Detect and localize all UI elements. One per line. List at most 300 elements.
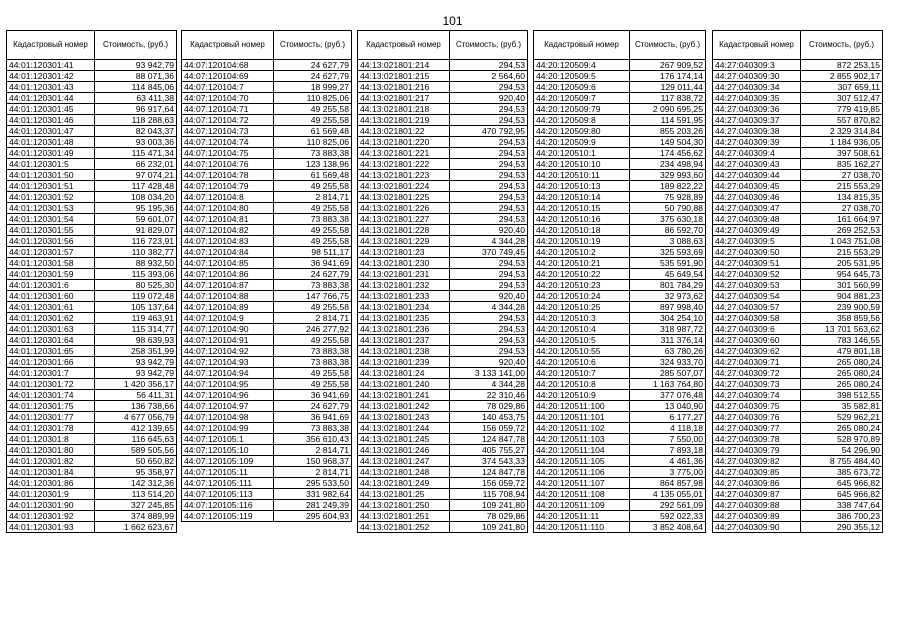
cadastral-number-cell: 44:27:040309:87 — [713, 489, 801, 500]
cost-cell: 835 162,27 — [801, 159, 883, 170]
cost-cell: 86 592,70 — [630, 225, 706, 236]
cost-cell: 294,53 — [450, 214, 528, 225]
table-row — [7, 302, 177, 313]
table-row — [534, 412, 706, 423]
cadastral-number-cell: 44:27:040309:52 — [713, 269, 801, 280]
table-row — [182, 115, 352, 126]
cadastral-number-cell: 44:07:120104:92 — [182, 346, 274, 357]
table-row — [182, 258, 352, 269]
cost-cell: 2 814,71 — [274, 467, 352, 478]
cost-cell: 645 966,82 — [801, 489, 883, 500]
table-row — [358, 511, 528, 522]
table-row — [182, 225, 352, 236]
table-row — [534, 82, 706, 93]
cost-cell: 295 604,93 — [274, 511, 352, 522]
table-row — [7, 60, 177, 71]
table-row — [7, 126, 177, 137]
table-row — [182, 467, 352, 478]
cadastral-number-cell: 44:27:040309:35 — [713, 93, 801, 104]
table-row — [358, 60, 528, 71]
cadastral-number-cell: 44:07:120104:83 — [182, 236, 274, 247]
table-row — [182, 456, 352, 467]
cadastral-number-cell: 44:07:120104:78 — [182, 170, 274, 181]
table-row — [7, 346, 177, 357]
table-row — [534, 511, 706, 522]
table-row — [182, 423, 352, 434]
cadastral-number-cell: 44:01:120301:59 — [7, 269, 95, 280]
cadastral-number-cell: 44:20:120510:7 — [534, 368, 630, 379]
table-row — [7, 379, 177, 390]
table-row — [713, 258, 883, 269]
table-row — [7, 93, 177, 104]
cost-cell: 301 560,99 — [801, 280, 883, 291]
table-row — [713, 401, 883, 412]
table-row — [358, 445, 528, 456]
table-row — [358, 489, 528, 500]
table-row — [713, 357, 883, 368]
cost-cell: 136 738,66 — [95, 401, 177, 412]
cost-cell: 49 255,58 — [274, 236, 352, 247]
cost-cell: 234 498,94 — [630, 159, 706, 170]
cost-cell: 920,40 — [450, 291, 528, 302]
cadastral-number-cell: 44:20:120511:103 — [534, 434, 630, 445]
cost-cell: 4 344,28 — [450, 236, 528, 247]
cadastral-number-cell: 44:13:021801:223 — [358, 170, 450, 181]
table-row — [182, 71, 352, 82]
cadastral-number-cell: 44:07:120104:74 — [182, 137, 274, 148]
table-row — [7, 225, 177, 236]
cost-cell: 49 255,58 — [274, 104, 352, 115]
table-row — [7, 489, 177, 500]
table-row — [534, 269, 706, 280]
cadastral-number-cell: 44:27:040309:82 — [713, 456, 801, 467]
table-row — [713, 335, 883, 346]
cadastral-number-cell: 44:01:120301:74 — [7, 390, 95, 401]
table-row — [713, 71, 883, 82]
cost-cell: 294,53 — [450, 159, 528, 170]
cost-cell: 374 889,99 — [95, 511, 177, 522]
cadastral-number-cell: 44:20:120511:106 — [534, 467, 630, 478]
table-row — [7, 401, 177, 412]
table-row — [713, 159, 883, 170]
table-row — [182, 280, 352, 291]
cost-cell: 292 561,09 — [630, 500, 706, 511]
cadastral-number-cell: 44:13:021801:252 — [358, 522, 450, 533]
table-row — [182, 269, 352, 280]
cost-cell: 331 982,64 — [274, 489, 352, 500]
table-row — [358, 203, 528, 214]
cost-cell: 161 664,97 — [801, 214, 883, 225]
cadastral-number-cell: 44:20:120511:109 — [534, 500, 630, 511]
cadastral-number-cell: 44:07:120104:86 — [182, 269, 274, 280]
cost-cell: 113 514,20 — [95, 489, 177, 500]
table-row — [182, 445, 352, 456]
cost-cell: 49 255,58 — [274, 368, 352, 379]
cadastral-number-cell: 44:20:120511:104 — [534, 445, 630, 456]
cadastral-number-cell: 44:01:120301:60 — [7, 291, 95, 302]
cost-cell: 63 411,38 — [95, 93, 177, 104]
table-row — [358, 401, 528, 412]
cadastral-number-cell: 44:13:021801:230 — [358, 258, 450, 269]
cadastral-number-cell: 44:07:120104:90 — [182, 324, 274, 335]
table-row — [713, 467, 883, 478]
table-row — [358, 137, 528, 148]
cost-cell: 535 591,90 — [630, 258, 706, 269]
cadastral-number-cell: 44:20:120509:6 — [534, 82, 630, 93]
cost-cell: 88 932,50 — [95, 258, 177, 269]
cadastral-number-cell: 44:13:021801:245 — [358, 434, 450, 445]
cadastral-number-cell: 44:27:040309:88 — [713, 500, 801, 511]
table-row — [713, 390, 883, 401]
cadastral-number-cell: 44:20:120509:5 — [534, 71, 630, 82]
cadastral-number-cell: 44:01:120301:9 — [7, 489, 95, 500]
cadastral-number-cell: 44:13:021801:226 — [358, 203, 450, 214]
table-row — [182, 489, 352, 500]
header-cost: Стоимость, (руб.) — [95, 31, 177, 60]
cadastral-number-cell: 44:27:040309:30 — [713, 71, 801, 82]
cadastral-number-cell: 44:07:120104:7 — [182, 82, 274, 93]
cadastral-number-cell: 44:20:120510:16 — [534, 214, 630, 225]
cost-cell: 93 942,79 — [95, 368, 177, 379]
cadastral-number-cell: 44:27:040309:54 — [713, 291, 801, 302]
table-row — [713, 346, 883, 357]
cost-cell: 36 941,69 — [274, 390, 352, 401]
cost-cell: 119 463,91 — [95, 313, 177, 324]
cadastral-number-cell: 44:27:040309:47 — [713, 203, 801, 214]
cadastral-number-cell: 44:07:120104:87 — [182, 280, 274, 291]
table-row — [713, 368, 883, 379]
table-row — [713, 93, 883, 104]
cost-cell: 920,40 — [450, 93, 528, 104]
cost-cell: 98 639,93 — [95, 335, 177, 346]
cost-cell: 149 504,30 — [630, 137, 706, 148]
table-row — [713, 60, 883, 71]
table-row — [358, 379, 528, 390]
table-row — [7, 423, 177, 434]
cadastral-number-cell: 44:13:021801:224 — [358, 181, 450, 192]
cadastral-number-cell: 44:20:120510:55 — [534, 346, 630, 357]
table-row — [358, 412, 528, 423]
table-row — [534, 302, 706, 313]
cadastral-number-cell: 44:13:021801:228 — [358, 225, 450, 236]
table-row — [358, 236, 528, 247]
cost-cell: 307 512,47 — [801, 93, 883, 104]
cadastral-number-cell: 44:27:040309:46 — [713, 192, 801, 203]
cost-cell: 24 627,79 — [274, 60, 352, 71]
cost-cell: 2 814,71 — [274, 192, 352, 203]
cost-cell: 294,53 — [450, 335, 528, 346]
cost-cell: 1 420 356,17 — [95, 379, 177, 390]
table-row — [7, 313, 177, 324]
table-row — [713, 489, 883, 500]
table-row — [182, 82, 352, 93]
table-row — [534, 148, 706, 159]
cost-cell: 50 650,82 — [95, 456, 177, 467]
cost-cell: 294,53 — [450, 324, 528, 335]
cost-cell: 73 883,38 — [274, 280, 352, 291]
table-row — [7, 434, 177, 445]
table-row — [534, 456, 706, 467]
table-row — [182, 313, 352, 324]
cost-cell: 897 998,40 — [630, 302, 706, 313]
table-row — [358, 82, 528, 93]
cadastral-number-cell: 44:07:120104:82 — [182, 225, 274, 236]
table-row — [534, 434, 706, 445]
table-row — [182, 357, 352, 368]
table-row — [713, 247, 883, 258]
cadastral-number-cell: 44:20:120510:14 — [534, 192, 630, 203]
cost-cell: 73 883,38 — [274, 357, 352, 368]
cadastral-number-cell: 44:07:120104:70 — [182, 93, 274, 104]
table-row — [7, 357, 177, 368]
cadastral-number-cell: 44:13:021801:247 — [358, 456, 450, 467]
table-row — [358, 170, 528, 181]
cost-cell: 27 038,70 — [801, 203, 883, 214]
cadastral-number-cell: 44:01:120301:92 — [7, 511, 95, 522]
table-row — [7, 390, 177, 401]
cost-cell: 529 962,21 — [801, 412, 883, 423]
cadastral-number-cell: 44:07:120104:9 — [182, 313, 274, 324]
page-number: 101 — [442, 14, 463, 28]
cost-cell: 311 376,14 — [630, 335, 706, 346]
cadastral-number-cell: 44:27:040309:6 — [713, 324, 801, 335]
cost-cell: 1 043 751,08 — [801, 236, 883, 247]
cadastral-number-cell: 44:01:120301:52 — [7, 192, 95, 203]
table-row — [534, 126, 706, 137]
cost-cell: 479 801,18 — [801, 346, 883, 357]
cost-cell: 294,53 — [450, 192, 528, 203]
cadastral-number-cell: 44:07:120104:91 — [182, 335, 274, 346]
table-row — [358, 148, 528, 159]
cost-cell: 920,40 — [450, 357, 528, 368]
cadastral-number-cell: 44:01:120301:42 — [7, 71, 95, 82]
cadastral-number-cell: 44:07:120104:94 — [182, 368, 274, 379]
cost-cell: 356 610,43 — [274, 434, 352, 445]
cadastral-number-cell: 44:27:040309:90 — [713, 522, 801, 533]
header-cadastral-number: Кадастровый номер — [534, 31, 630, 60]
cost-cell: 3 133 141,00 — [450, 368, 528, 379]
cost-cell: 124 847,78 — [450, 434, 528, 445]
cost-cell: 294,53 — [450, 115, 528, 126]
cost-cell: 329 993,60 — [630, 170, 706, 181]
table-row — [358, 225, 528, 236]
cadastral-number-cell: 44:20:120511:107 — [534, 478, 630, 489]
cost-cell: 2 855 902,17 — [801, 71, 883, 82]
cadastral-number-cell: 44:20:120511:108 — [534, 489, 630, 500]
cadastral-number-cell: 44:01:120301:41 — [7, 60, 95, 71]
cadastral-number-cell: 44:20:120509:8 — [534, 115, 630, 126]
table-row — [713, 522, 883, 533]
cadastral-number-cell: 44:20:120510:3 — [534, 313, 630, 324]
cost-cell: 370 749,45 — [450, 247, 528, 258]
table-row — [534, 192, 706, 203]
table-row — [358, 159, 528, 170]
cost-cell: 176 174,14 — [630, 71, 706, 82]
cadastral-number-cell: 44:01:120301:84 — [7, 467, 95, 478]
table-row — [7, 170, 177, 181]
cadastral-number-cell: 44:01:120301:50 — [7, 170, 95, 181]
table-row — [534, 115, 706, 126]
table-row — [534, 467, 706, 478]
cost-cell: 7 893,18 — [630, 445, 706, 456]
cost-cell: 98 511,17 — [274, 247, 352, 258]
cost-cell: 2 814,71 — [274, 313, 352, 324]
cadastral-number-cell: 44:13:021801:251 — [358, 511, 450, 522]
table-row — [358, 302, 528, 313]
cost-cell: 6 177,27 — [630, 412, 706, 423]
table-row — [182, 60, 352, 71]
cost-cell: 96 917,64 — [95, 104, 177, 115]
cadastral-number-cell: 44:07:120104:80 — [182, 203, 274, 214]
cost-cell: 920,40 — [450, 225, 528, 236]
table-row — [182, 324, 352, 335]
cadastral-number-cell: 44:20:120511:105 — [534, 456, 630, 467]
cost-cell: 147 766,75 — [274, 291, 352, 302]
cost-cell: 318 987,72 — [630, 324, 706, 335]
cadastral-number-cell: 44:27:040309:58 — [713, 313, 801, 324]
table-row — [7, 456, 177, 467]
cadastral-number-cell: 44:20:120510:9 — [534, 390, 630, 401]
cadastral-number-cell: 44:01:120301:90 — [7, 500, 95, 511]
cadastral-number-cell: 44:13:021801:217 — [358, 93, 450, 104]
cost-cell: 801 784,29 — [630, 280, 706, 291]
cadastral-number-cell: 44:20:120510:19 — [534, 236, 630, 247]
cadastral-number-cell: 44:20:120510:1 — [534, 148, 630, 159]
cadastral-number-cell: 44:27:040309:44 — [713, 170, 801, 181]
cadastral-number-cell: 44:13:021801:22 — [358, 126, 450, 137]
cadastral-number-cell: 44:13:021801:234 — [358, 302, 450, 313]
cadastral-number-cell: 44:07:120104:73 — [182, 126, 274, 137]
cost-cell: 645 966,82 — [801, 478, 883, 489]
table-row — [534, 71, 706, 82]
table-row — [713, 500, 883, 511]
cadastral-number-cell: 44:01:120301:7 — [7, 368, 95, 379]
cadastral-number-cell: 44:01:120301:5 — [7, 159, 95, 170]
cadastral-number-cell: 44:13:021801:23 — [358, 247, 450, 258]
table-row — [7, 500, 177, 511]
cadastral-number-cell: 44:01:120301:43 — [7, 82, 95, 93]
cadastral-number-cell: 44:01:120301:44 — [7, 93, 95, 104]
cost-cell: 24 627,79 — [274, 269, 352, 280]
cadastral-number-cell: 44:01:120301:8 — [7, 434, 95, 445]
cadastral-number-cell: 44:27:040309:51 — [713, 258, 801, 269]
cost-cell: 13 701 563,62 — [801, 324, 883, 335]
table-row — [534, 368, 706, 379]
cadastral-number-cell: 44:07:120105:116 — [182, 500, 274, 511]
table-row — [713, 192, 883, 203]
table-row — [7, 291, 177, 302]
cadastral-number-cell: 44:20:120511:102 — [534, 423, 630, 434]
cost-cell: 156 059,72 — [450, 423, 528, 434]
cadastral-number-cell: 44:20:120511:100 — [534, 401, 630, 412]
table-row — [7, 104, 177, 115]
table-row — [7, 71, 177, 82]
cadastral-number-cell: 44:07:120104:88 — [182, 291, 274, 302]
cost-cell: 4 461,36 — [630, 456, 706, 467]
table-row — [358, 126, 528, 137]
cost-cell: 189 822,22 — [630, 181, 706, 192]
cadastral-number-cell: 44:20:120510:22 — [534, 269, 630, 280]
cost-cell: 110 382,77 — [95, 247, 177, 258]
cadastral-number-cell: 44:13:021801:249 — [358, 478, 450, 489]
table-row — [713, 511, 883, 522]
cadastral-number-cell: 44:13:021801:240 — [358, 379, 450, 390]
cost-cell: 93 942,79 — [95, 357, 177, 368]
table-row — [358, 500, 528, 511]
cost-cell: 116 645,63 — [95, 434, 177, 445]
cost-cell: 386 700,23 — [801, 511, 883, 522]
cadastral-number-cell: 44:20:120510:18 — [534, 225, 630, 236]
cadastral-number-cell: 44:07:120104:69 — [182, 71, 274, 82]
cost-cell: 95 195,36 — [95, 203, 177, 214]
cadastre-table-column-5 — [712, 30, 883, 533]
cadastral-number-cell: 44:07:120105:11 — [182, 467, 274, 478]
table-row — [534, 247, 706, 258]
cost-cell: 239 900,59 — [801, 302, 883, 313]
table-row — [713, 324, 883, 335]
table-row — [534, 214, 706, 225]
cost-cell: 589 505,56 — [95, 445, 177, 456]
table-row — [358, 280, 528, 291]
cost-cell: 3 852 408,64 — [630, 522, 706, 533]
cost-cell: 75 928,89 — [630, 192, 706, 203]
cost-cell: 294,53 — [450, 137, 528, 148]
cadastral-number-cell: 44:01:120301:53 — [7, 203, 95, 214]
table-row — [358, 368, 528, 379]
cadastral-number-cell: 44:27:040309:57 — [713, 302, 801, 313]
cadastral-number-cell: 44:01:120301:65 — [7, 346, 95, 357]
cadastral-number-cell: 44:13:021801:24 — [358, 368, 450, 379]
cost-cell: 156 059,72 — [450, 478, 528, 489]
table-row — [358, 313, 528, 324]
cost-cell: 73 883,38 — [274, 214, 352, 225]
table-row — [713, 225, 883, 236]
cadastral-number-cell: 44:20:120511:110 — [534, 522, 630, 533]
cost-cell: 108 034,20 — [95, 192, 177, 203]
cost-cell: 294,53 — [450, 258, 528, 269]
cadastral-number-cell: 44:20:120511:101 — [534, 412, 630, 423]
cadastral-number-cell: 44:01:120301:54 — [7, 214, 95, 225]
cost-cell: 294,53 — [450, 269, 528, 280]
cost-cell: 93 942,79 — [95, 60, 177, 71]
table-row — [534, 500, 706, 511]
table-row — [713, 302, 883, 313]
table-row — [534, 390, 706, 401]
cadastral-number-cell: 44:07:120105:109 — [182, 456, 274, 467]
table-row — [534, 401, 706, 412]
table-row — [182, 159, 352, 170]
cost-cell: 1 184 936,05 — [801, 137, 883, 148]
cadastral-number-cell: 44:01:120301:75 — [7, 401, 95, 412]
table-row — [7, 269, 177, 280]
cost-cell: 78 029,86 — [450, 511, 528, 522]
cost-cell: 3 088,63 — [630, 236, 706, 247]
cadastral-number-cell: 44:13:021801:248 — [358, 467, 450, 478]
cadastral-number-cell: 44:01:120301:80 — [7, 445, 95, 456]
table-row — [713, 412, 883, 423]
cost-cell: 49 255,58 — [274, 203, 352, 214]
cost-cell: 304 254,10 — [630, 313, 706, 324]
cadastral-number-cell: 44:20:120509:80 — [534, 126, 630, 137]
header-cadastral-number: Кадастровый номер — [358, 31, 450, 60]
cadastral-number-cell: 44:20:120509:7 — [534, 93, 630, 104]
cost-cell: 4 135 055,01 — [630, 489, 706, 500]
cost-cell: 215 553,29 — [801, 247, 883, 258]
cadastral-number-cell: 44:20:120509:79 — [534, 104, 630, 115]
cadastral-number-cell: 44:27:040309:73 — [713, 379, 801, 390]
cost-cell: 265 080,24 — [801, 379, 883, 390]
cost-cell: 114 845,06 — [95, 82, 177, 93]
